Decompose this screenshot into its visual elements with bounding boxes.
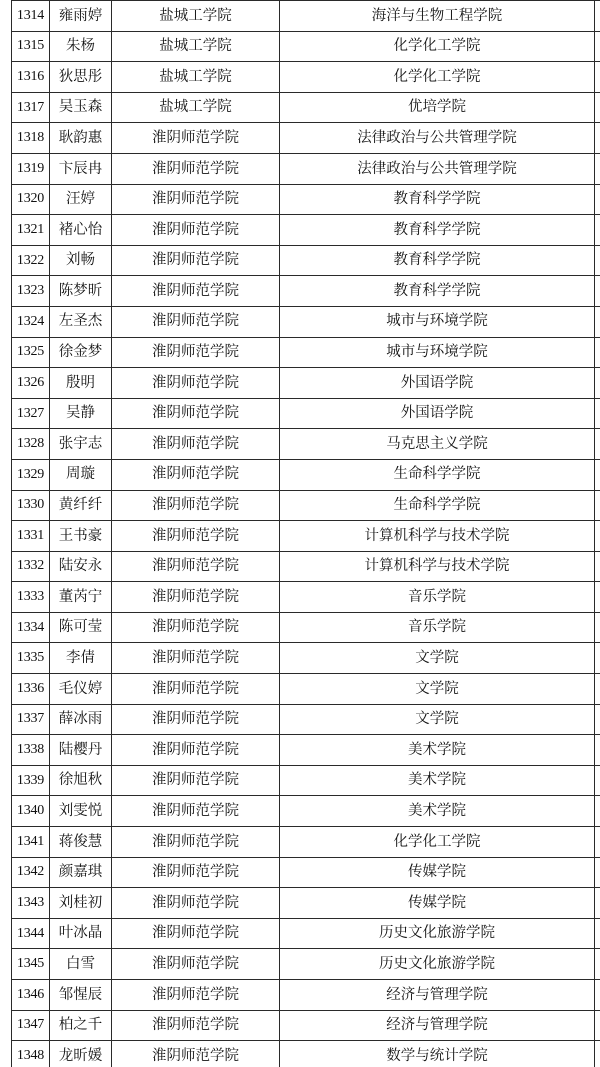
table-row: [12, 612, 600, 643]
college-cell: 城市与环境学院: [280, 306, 595, 337]
trailing-empty-cell: [595, 1041, 600, 1067]
person-name-cell: 陈可莹: [50, 612, 112, 643]
trailing-empty-cell: [595, 306, 600, 337]
row-index-cell: 1317: [12, 92, 50, 123]
school-cell: 淮阴师范学院: [112, 827, 280, 858]
school-cell: 淮阴师范学院: [112, 735, 280, 766]
trailing-empty-cell: [595, 1, 600, 32]
college-cell: 数学与统计学院: [280, 1041, 595, 1067]
college-cell: 文学院: [280, 674, 595, 705]
row-index-cell: 1329: [12, 459, 50, 490]
person-name-cell: 王书豪: [50, 521, 112, 552]
trailing-empty-cell: [595, 215, 600, 246]
college-cell: 美术学院: [280, 735, 595, 766]
table-row: [12, 521, 600, 552]
school-cell: 淮阴师范学院: [112, 643, 280, 674]
college-cell: 传媒学院: [280, 888, 595, 919]
row-index-cell: 1336: [12, 674, 50, 705]
trailing-empty-cell: [595, 123, 600, 154]
row-index-cell: 1337: [12, 704, 50, 735]
row-index-cell: 1321: [12, 215, 50, 246]
person-name-cell: 张宇志: [50, 429, 112, 460]
row-index-cell: 1338: [12, 735, 50, 766]
school-cell: 盐城工学院: [112, 31, 280, 62]
school-cell: 淮阴师范学院: [112, 980, 280, 1011]
trailing-empty-cell: [595, 31, 600, 62]
row-index-cell: 1345: [12, 949, 50, 980]
person-name-cell: 陆安永: [50, 551, 112, 582]
trailing-empty-cell: [595, 490, 600, 521]
college-cell: 优培学院: [280, 92, 595, 123]
trailing-empty-cell: [595, 92, 600, 123]
table-row: [12, 123, 600, 154]
college-cell: 文学院: [280, 643, 595, 674]
person-name-cell: 徐旭秋: [50, 765, 112, 796]
trailing-empty-cell: [595, 765, 600, 796]
table-row: [12, 31, 600, 62]
college-cell: 海洋与生物工程学院: [280, 1, 595, 32]
table-row: [12, 306, 600, 337]
trailing-empty-cell: [595, 827, 600, 858]
trailing-empty-cell: [595, 276, 600, 307]
trailing-empty-cell: [595, 582, 600, 613]
person-name-cell: 毛仪婷: [50, 674, 112, 705]
school-cell: 淮阴师范学院: [112, 337, 280, 368]
table-row: [12, 398, 600, 429]
person-name-cell: 薛冰雨: [50, 704, 112, 735]
person-name-cell: 殷明: [50, 368, 112, 399]
trailing-empty-cell: [595, 429, 600, 460]
row-index-cell: 1332: [12, 551, 50, 582]
school-cell: 淮阴师范学院: [112, 245, 280, 276]
table-row: [12, 582, 600, 613]
table-row: [12, 827, 600, 858]
college-cell: 音乐学院: [280, 612, 595, 643]
school-cell: 淮阴师范学院: [112, 612, 280, 643]
school-cell: 盐城工学院: [112, 1, 280, 32]
trailing-empty-cell: [595, 612, 600, 643]
table-row: [12, 643, 600, 674]
trailing-empty-cell: [595, 337, 600, 368]
table-row: [12, 337, 600, 368]
trailing-empty-cell: [595, 704, 600, 735]
trailing-empty-cell: [595, 980, 600, 1011]
table-row: [12, 184, 600, 215]
college-cell: 生命科学学院: [280, 490, 595, 521]
table-row: [12, 1041, 600, 1067]
person-name-cell: 周璇: [50, 459, 112, 490]
trailing-empty-cell: [595, 551, 600, 582]
row-index-cell: 1344: [12, 918, 50, 949]
trailing-empty-cell: [595, 949, 600, 980]
trailing-empty-cell: [595, 918, 600, 949]
row-index-cell: 1346: [12, 980, 50, 1011]
person-name-cell: 白雪: [50, 949, 112, 980]
row-index-cell: 1347: [12, 1010, 50, 1041]
table-row: [12, 459, 600, 490]
school-cell: 淮阴师范学院: [112, 398, 280, 429]
person-name-cell: 董芮宁: [50, 582, 112, 613]
row-index-cell: 1335: [12, 643, 50, 674]
college-cell: 法律政治与公共管理学院: [280, 123, 595, 154]
college-cell: 城市与环境学院: [280, 337, 595, 368]
row-index-cell: 1326: [12, 368, 50, 399]
row-index-cell: 1331: [12, 521, 50, 552]
row-index-cell: 1323: [12, 276, 50, 307]
college-cell: 计算机科学与技术学院: [280, 551, 595, 582]
college-cell: 历史文化旅游学院: [280, 949, 595, 980]
person-name-cell: 刘桂初: [50, 888, 112, 919]
school-cell: 淮阴师范学院: [112, 796, 280, 827]
table-row: [12, 888, 600, 919]
person-name-cell: 陈梦昕: [50, 276, 112, 307]
person-name-cell: 雍雨婷: [50, 1, 112, 32]
college-cell: 音乐学院: [280, 582, 595, 613]
person-name-cell: 左圣杰: [50, 306, 112, 337]
college-cell: 马克思主义学院: [280, 429, 595, 460]
school-cell: 淮阴师范学院: [112, 949, 280, 980]
school-cell: 淮阴师范学院: [112, 521, 280, 552]
school-cell: 淮阴师范学院: [112, 429, 280, 460]
trailing-empty-cell: [595, 521, 600, 552]
table-row: [12, 980, 600, 1011]
table-row: [12, 92, 600, 123]
person-name-cell: 朱杨: [50, 31, 112, 62]
table-row: [12, 674, 600, 705]
school-cell: 淮阴师范学院: [112, 1041, 280, 1067]
college-cell: 化学化工学院: [280, 31, 595, 62]
college-cell: 化学化工学院: [280, 827, 595, 858]
table-row: [12, 949, 600, 980]
college-cell: 美术学院: [280, 796, 595, 827]
school-cell: 淮阴师范学院: [112, 306, 280, 337]
row-index-cell: 1343: [12, 888, 50, 919]
row-index-cell: 1319: [12, 153, 50, 184]
table-row: [12, 368, 600, 399]
row-index-cell: 1322: [12, 245, 50, 276]
school-cell: 淮阴师范学院: [112, 490, 280, 521]
college-cell: 文学院: [280, 704, 595, 735]
trailing-empty-cell: [595, 643, 600, 674]
trailing-empty-cell: [595, 888, 600, 919]
person-name-cell: 蒋俊慧: [50, 827, 112, 858]
table-row: [12, 429, 600, 460]
person-name-cell: 狄思彤: [50, 62, 112, 93]
table-row: [12, 276, 600, 307]
college-cell: 传媒学院: [280, 857, 595, 888]
college-cell: 外国语学院: [280, 368, 595, 399]
college-cell: 生命科学学院: [280, 459, 595, 490]
school-cell: 淮阴师范学院: [112, 765, 280, 796]
school-cell: 淮阴师范学院: [112, 857, 280, 888]
table-row: [12, 704, 600, 735]
table-row: [12, 215, 600, 246]
trailing-empty-cell: [595, 153, 600, 184]
person-name-cell: 汪婷: [50, 184, 112, 215]
row-index-cell: 1318: [12, 123, 50, 154]
school-cell: 淮阴师范学院: [112, 551, 280, 582]
table-row: [12, 796, 600, 827]
college-cell: 经济与管理学院: [280, 980, 595, 1011]
college-cell: 教育科学学院: [280, 184, 595, 215]
table-row: [12, 765, 600, 796]
school-cell: 淮阴师范学院: [112, 184, 280, 215]
college-cell: 化学化工学院: [280, 62, 595, 93]
row-index-cell: 1320: [12, 184, 50, 215]
table-row: [12, 1010, 600, 1041]
trailing-empty-cell: [595, 796, 600, 827]
roster-table-body: [12, 1, 600, 1067]
trailing-empty-cell: [595, 184, 600, 215]
person-name-cell: 刘雯悦: [50, 796, 112, 827]
college-cell: 经济与管理学院: [280, 1010, 595, 1041]
trailing-empty-cell: [595, 245, 600, 276]
row-index-cell: 1333: [12, 582, 50, 613]
school-cell: 淮阴师范学院: [112, 1010, 280, 1041]
school-cell: 淮阴师范学院: [112, 123, 280, 154]
row-index-cell: 1334: [12, 612, 50, 643]
row-index-cell: 1340: [12, 796, 50, 827]
person-name-cell: 柏之千: [50, 1010, 112, 1041]
table-row: [12, 857, 600, 888]
table-row: [12, 490, 600, 521]
person-name-cell: 叶冰晶: [50, 918, 112, 949]
row-index-cell: 1316: [12, 62, 50, 93]
row-index-cell: 1341: [12, 827, 50, 858]
person-name-cell: 李倩: [50, 643, 112, 674]
college-cell: 外国语学院: [280, 398, 595, 429]
row-index-cell: 1330: [12, 490, 50, 521]
person-name-cell: 黄纤纤: [50, 490, 112, 521]
table-row: [12, 153, 600, 184]
trailing-empty-cell: [595, 857, 600, 888]
person-name-cell: 邹惺辰: [50, 980, 112, 1011]
school-cell: 淮阴师范学院: [112, 215, 280, 246]
school-cell: 盐城工学院: [112, 62, 280, 93]
person-name-cell: 吴玉森: [50, 92, 112, 123]
college-cell: 教育科学学院: [280, 245, 595, 276]
table-row: [12, 62, 600, 93]
person-name-cell: 吴静: [50, 398, 112, 429]
row-index-cell: 1342: [12, 857, 50, 888]
person-name-cell: 耿韵惠: [50, 123, 112, 154]
school-cell: 淮阴师范学院: [112, 888, 280, 919]
college-cell: 法律政治与公共管理学院: [280, 153, 595, 184]
trailing-empty-cell: [595, 368, 600, 399]
trailing-empty-cell: [595, 459, 600, 490]
school-cell: 淮阴师范学院: [112, 276, 280, 307]
table-row: [12, 1, 600, 32]
trailing-empty-cell: [595, 398, 600, 429]
college-cell: 历史文化旅游学院: [280, 918, 595, 949]
trailing-empty-cell: [595, 735, 600, 766]
row-index-cell: 1315: [12, 31, 50, 62]
school-cell: 淮阴师范学院: [112, 674, 280, 705]
school-cell: 淮阴师范学院: [112, 918, 280, 949]
school-cell: 淮阴师范学院: [112, 704, 280, 735]
college-cell: 教育科学学院: [280, 215, 595, 246]
row-index-cell: 1328: [12, 429, 50, 460]
table-row: [12, 551, 600, 582]
trailing-empty-cell: [595, 1010, 600, 1041]
school-cell: 淮阴师范学院: [112, 582, 280, 613]
person-name-cell: 刘畅: [50, 245, 112, 276]
person-name-cell: 陆樱丹: [50, 735, 112, 766]
school-cell: 淮阴师范学院: [112, 459, 280, 490]
person-name-cell: 卞辰冉: [50, 153, 112, 184]
table-row: [12, 735, 600, 766]
table-row: [12, 245, 600, 276]
college-cell: 教育科学学院: [280, 276, 595, 307]
row-index-cell: 1348: [12, 1041, 50, 1067]
person-name-cell: 徐金梦: [50, 337, 112, 368]
row-index-cell: 1327: [12, 398, 50, 429]
row-index-cell: 1339: [12, 765, 50, 796]
person-name-cell: 颜嘉琪: [50, 857, 112, 888]
person-name-cell: 龙昕媛: [50, 1041, 112, 1067]
college-cell: 计算机科学与技术学院: [280, 521, 595, 552]
table-row: [12, 918, 600, 949]
school-cell: 盐城工学院: [112, 92, 280, 123]
roster-table: [11, 0, 600, 1067]
college-cell: 美术学院: [280, 765, 595, 796]
row-index-cell: 1314: [12, 1, 50, 32]
school-cell: 淮阴师范学院: [112, 368, 280, 399]
school-cell: 淮阴师范学院: [112, 153, 280, 184]
trailing-empty-cell: [595, 62, 600, 93]
trailing-empty-cell: [595, 674, 600, 705]
row-index-cell: 1324: [12, 306, 50, 337]
row-index-cell: 1325: [12, 337, 50, 368]
person-name-cell: 褚心怡: [50, 215, 112, 246]
